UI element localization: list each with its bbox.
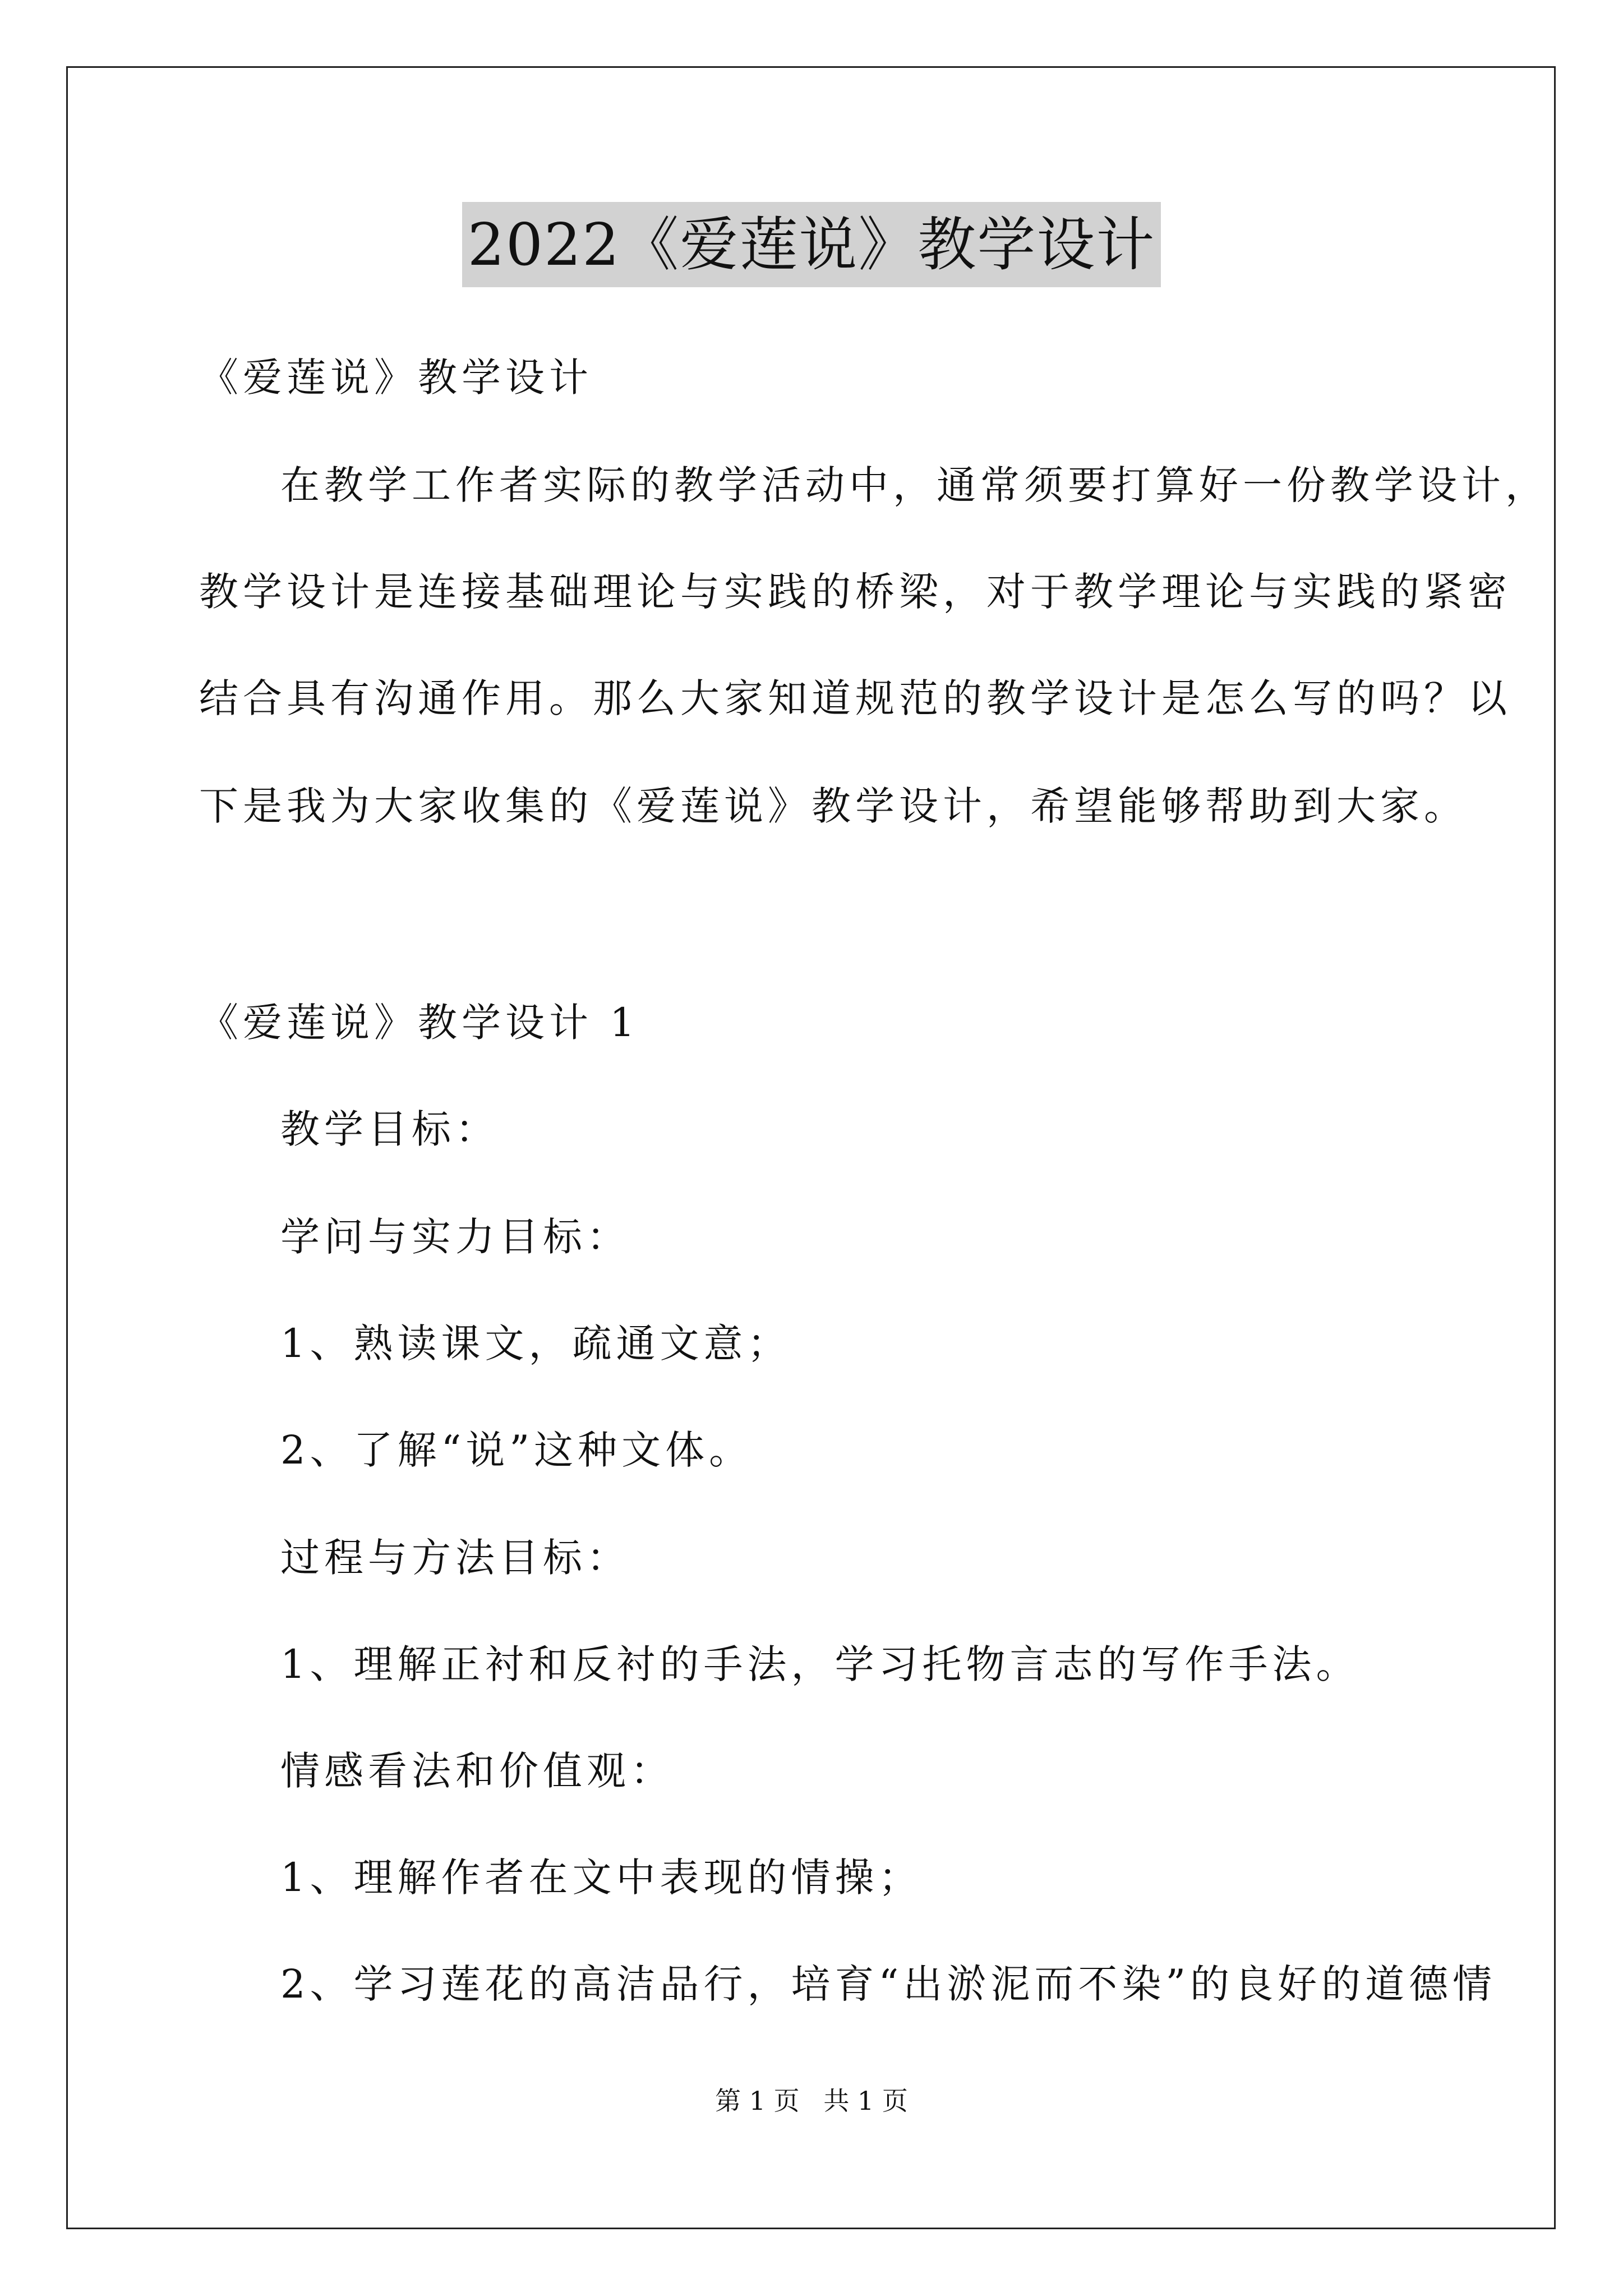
title-container (0, 202, 1623, 287)
page-number: 第 1 页 (715, 2086, 800, 2116)
body-line-8: 1、理解作者在文中表现的情操； (280, 1855, 923, 1901)
body-line-1: 教学目标： (280, 1106, 499, 1152)
page-footer (0, 2084, 1623, 2118)
intro-line-1: 在教学工作者实际的教学活动中，通常须要打算好一份教学设计， (280, 462, 1549, 508)
body-line-5: 过程与方法目标： (280, 1535, 630, 1581)
intro-line-3: 结合具有沟通作用。那么大家知道规范的教学设计是怎么写的吗？以 (199, 675, 1511, 721)
page-total: 共 1 页 (823, 2086, 908, 2116)
body-line-6: 1、理解正衬和反衬的手法，学习托物言志的写作手法。 (280, 1641, 1360, 1687)
body-line-4: 2、了解“说”这种文体。 (280, 1427, 753, 1473)
body-line-7: 情感看法和价值观： (280, 1748, 674, 1794)
intro-line-4: 下是我为大家收集的《爱莲说》教学设计，希望能够帮助到大家。 (199, 783, 1468, 829)
body-line-2: 学问与实力目标： (280, 1214, 630, 1260)
section-heading: 《爱莲说》教学设计 1 (199, 1000, 639, 1046)
document-subtitle: 《爱莲说》教学设计 (199, 355, 593, 401)
body-line-9: 2、学习莲花的高洁品行，培育“出淤泥而不染”的良好的道德情 (280, 1961, 1497, 2007)
body-line-3: 1、熟读课文，疏通文意； (280, 1320, 791, 1366)
document-title: 2022《爱莲说》教学设计 (462, 202, 1161, 287)
intro-line-2: 教学设计是连接基础理论与实践的桥梁，对于教学理论与实践的紧密 (199, 569, 1511, 615)
